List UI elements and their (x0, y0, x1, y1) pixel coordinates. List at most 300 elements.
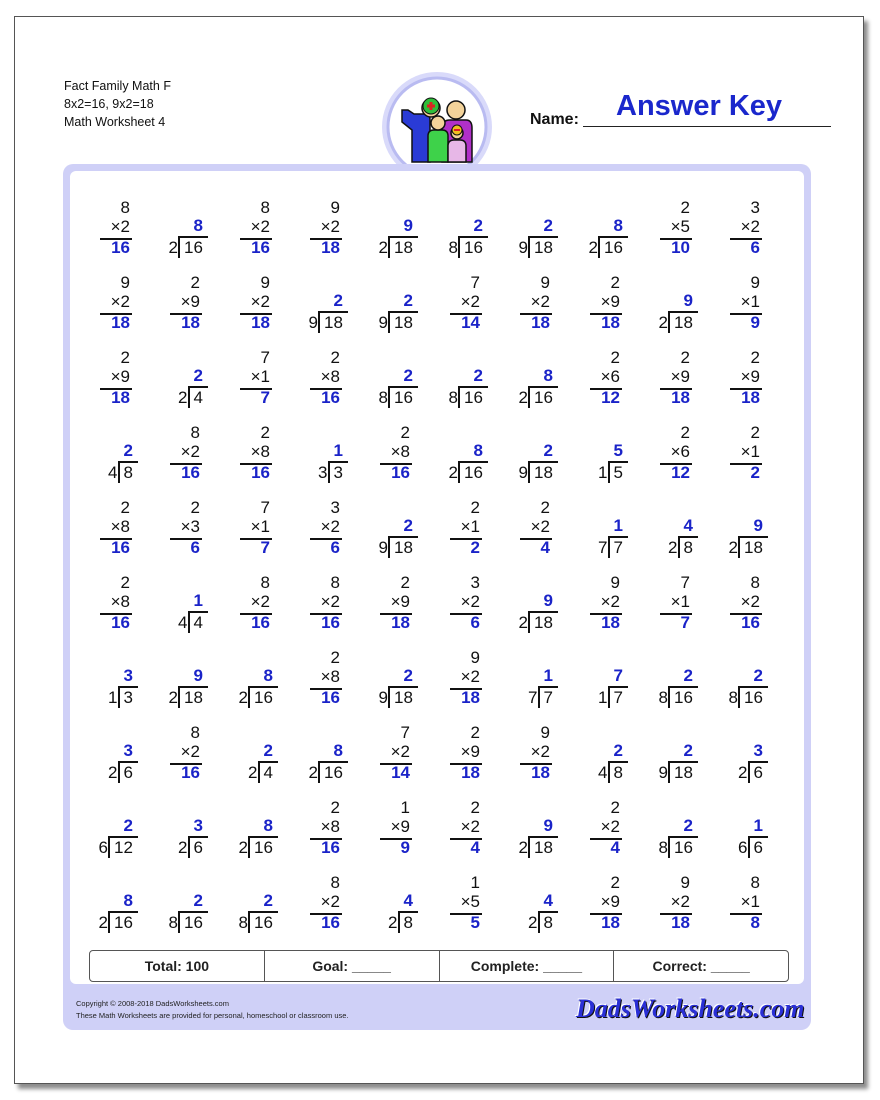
product-answer: 6 (190, 538, 200, 557)
quotient-answer: 2 (473, 366, 483, 385)
factor-top: 2 (680, 348, 690, 367)
times-sign: × (740, 892, 751, 911)
division-problem (166, 648, 222, 708)
division-bracket (678, 536, 680, 558)
divisor: 8 (238, 913, 248, 932)
product-answer: 16 (321, 688, 340, 707)
factor-top: 1 (400, 798, 410, 817)
factor-bottom-value: 2 (470, 592, 480, 611)
quotient-answer: 8 (543, 366, 553, 385)
divisor: 2 (388, 913, 398, 932)
dividend: 18 (184, 688, 203, 707)
division-bracket (188, 386, 190, 408)
factor-bottom (586, 892, 620, 912)
quotient-answer: 8 (473, 441, 483, 460)
dividend: 16 (674, 838, 693, 857)
times-sign: × (110, 517, 121, 536)
dividend: 16 (114, 913, 133, 932)
quotient-answer: 2 (683, 741, 693, 760)
factor-top: 9 (330, 198, 340, 217)
times-sign: × (180, 517, 191, 536)
product-answer: 18 (601, 613, 620, 632)
division-bracket (608, 761, 610, 783)
divisor: 6 (98, 838, 108, 857)
factor-bottom (446, 817, 480, 837)
dividend: 16 (254, 913, 273, 932)
product-answer: 10 (671, 238, 690, 257)
product-answer: 18 (601, 313, 620, 332)
product-answer: 18 (461, 763, 480, 782)
factor-top: 8 (330, 573, 340, 592)
factor-bottom (236, 442, 270, 462)
factor-top: 3 (330, 498, 340, 517)
division-problem (516, 873, 572, 933)
quotient-answer: 2 (473, 216, 483, 235)
division-bracket (188, 836, 190, 858)
factor-bottom (726, 592, 760, 612)
factor-top: 2 (680, 198, 690, 217)
division-bracket (248, 686, 250, 708)
product-answer: 7 (260, 538, 270, 557)
divisor: 1 (108, 688, 118, 707)
multiplication-problem (96, 498, 152, 558)
factor-top: 7 (470, 273, 480, 292)
multiplication-problem (166, 723, 222, 783)
quotient-answer: 2 (543, 441, 553, 460)
factor-bottom-value: 2 (330, 517, 340, 536)
factor-top: 2 (680, 423, 690, 442)
times-sign: × (740, 217, 751, 236)
times-sign: × (320, 892, 331, 911)
multiplication-problem (166, 498, 222, 558)
times-sign: × (250, 292, 261, 311)
multiplication-problem (306, 573, 362, 633)
factor-bottom-value: 5 (470, 892, 480, 911)
quotient-answer: 2 (613, 741, 623, 760)
division-problem (96, 873, 152, 933)
product-answer: 4 (540, 538, 550, 557)
division-problem (166, 198, 222, 258)
quotient-answer: 9 (193, 666, 203, 685)
factor-bottom (516, 292, 550, 312)
divisor: 2 (168, 688, 178, 707)
factor-bottom (726, 892, 760, 912)
dividend: 16 (534, 388, 553, 407)
division-problem (96, 798, 152, 858)
factor-bottom-value: 1 (750, 892, 760, 911)
quotient-answer: 1 (193, 591, 203, 610)
product-answer: 12 (671, 463, 690, 482)
factor-bottom (236, 367, 270, 387)
factor-bottom (236, 592, 270, 612)
brand-logo: DadsWorksheets.com (576, 994, 805, 1023)
division-problem (586, 648, 642, 708)
factor-bottom-value: 2 (330, 892, 340, 911)
multiplication-problem (96, 348, 152, 408)
factor-top: 8 (260, 198, 270, 217)
factor-bottom-value: 1 (470, 517, 480, 536)
times-sign: × (180, 442, 191, 461)
divisor: 4 (108, 463, 118, 482)
divisor: 8 (658, 688, 668, 707)
factor-bottom-value: 2 (330, 217, 340, 236)
division-problem (656, 648, 712, 708)
quotient-answer: 2 (193, 891, 203, 910)
factor-top: 2 (120, 348, 130, 367)
division-bracket (528, 461, 530, 483)
division-bracket (598, 236, 600, 258)
division-bracket (668, 836, 670, 858)
division-problem (656, 498, 712, 558)
times-sign: × (460, 517, 471, 536)
times-sign: × (390, 592, 401, 611)
product-answer: 18 (251, 313, 270, 332)
factor-top: 2 (610, 273, 620, 292)
product-answer: 18 (461, 688, 480, 707)
times-sign: × (670, 892, 681, 911)
multiplication-problem (96, 273, 152, 333)
quotient-answer: 3 (123, 666, 133, 685)
factor-top: 7 (400, 723, 410, 742)
product-answer: 16 (251, 238, 270, 257)
factor-bottom (446, 892, 480, 912)
quotient-answer: 4 (543, 891, 553, 910)
product-answer: 18 (671, 913, 690, 932)
division-bracket (388, 686, 390, 708)
dividend: 6 (753, 838, 763, 857)
factor-bottom (96, 367, 130, 387)
dividend: 16 (184, 238, 203, 257)
factor-top: 2 (120, 573, 130, 592)
product-answer: 9 (750, 313, 760, 332)
times-sign: × (740, 367, 751, 386)
division-problem (166, 573, 222, 633)
quotient-answer: 2 (333, 291, 343, 310)
factor-bottom-value: 2 (120, 217, 130, 236)
divisor: 8 (658, 838, 668, 857)
multiplication-problem (236, 573, 292, 633)
product-answer: 16 (111, 238, 130, 257)
product-answer: 18 (671, 388, 690, 407)
division-bracket (118, 761, 120, 783)
factor-bottom (306, 592, 340, 612)
multiplication-problem (446, 273, 502, 333)
division-problem (516, 198, 572, 258)
goal-cell[interactable]: Goal: _____ (264, 951, 439, 981)
quotient-answer: 1 (543, 666, 553, 685)
factor-top: 2 (470, 498, 480, 517)
factor-bottom-value: 9 (470, 742, 480, 761)
factor-top: 8 (120, 198, 130, 217)
product-answer: 2 (470, 538, 480, 557)
factor-bottom (376, 442, 410, 462)
dividend: 8 (123, 463, 133, 482)
factor-bottom (306, 517, 340, 537)
factor-top: 7 (260, 498, 270, 517)
factor-bottom (376, 592, 410, 612)
product-answer: 16 (181, 763, 200, 782)
factor-bottom (726, 367, 760, 387)
division-problem (376, 348, 432, 408)
times-sign: × (390, 817, 401, 836)
dividend: 16 (744, 688, 763, 707)
factor-bottom-value: 9 (190, 292, 200, 311)
worksheet-header (64, 77, 171, 131)
quotient-answer: 2 (193, 366, 203, 385)
divisor: 2 (658, 313, 668, 332)
multiplication-problem (96, 573, 152, 633)
factor-bottom-value: 2 (470, 817, 480, 836)
factor-bottom-value: 2 (470, 292, 480, 311)
divisor: 2 (168, 238, 178, 257)
division-bracket (608, 686, 610, 708)
multiplication-problem (306, 873, 362, 933)
product-answer: 18 (181, 313, 200, 332)
division-problem (446, 198, 502, 258)
divisor: 2 (378, 238, 388, 257)
division-bracket (388, 311, 390, 333)
times-sign: × (460, 742, 471, 761)
times-sign: × (320, 592, 331, 611)
division-problem (166, 348, 222, 408)
factor-bottom (516, 517, 550, 537)
product-answer: 16 (321, 388, 340, 407)
division-problem (306, 423, 362, 483)
quotient-answer: 8 (123, 891, 133, 910)
division-problem (446, 423, 502, 483)
division-bracket (538, 911, 540, 933)
factor-bottom-value: 9 (610, 292, 620, 311)
factor-bottom (376, 817, 410, 837)
multiplication-problem (726, 873, 782, 933)
factor-bottom-value: 8 (330, 667, 340, 686)
dividend: 16 (464, 463, 483, 482)
divisor: 3 (318, 463, 328, 482)
factor-bottom-value: 8 (120, 517, 130, 536)
division-problem (376, 648, 432, 708)
product-answer: 8 (750, 913, 760, 932)
product-answer: 14 (461, 313, 480, 332)
divisor: 8 (168, 913, 178, 932)
factor-top: 2 (330, 798, 340, 817)
quotient-answer: 2 (683, 666, 693, 685)
division-bracket (738, 536, 740, 558)
dividend: 8 (683, 538, 693, 557)
factor-top: 2 (330, 348, 340, 367)
complete-cell[interactable]: Complete: _____ (439, 951, 614, 981)
division-bracket (538, 686, 540, 708)
factor-bottom (446, 517, 480, 537)
dividend: 18 (394, 313, 413, 332)
factor-bottom-value: 8 (330, 817, 340, 836)
times-sign: × (740, 592, 751, 611)
dividend: 3 (123, 688, 133, 707)
quotient-answer: 2 (263, 741, 273, 760)
dividend: 8 (613, 763, 623, 782)
factor-bottom-value: 2 (190, 442, 200, 461)
times-sign: × (110, 217, 121, 236)
quotient-answer: 1 (753, 816, 763, 835)
division-problem (726, 648, 782, 708)
factor-bottom (376, 742, 410, 762)
division-problem (376, 873, 432, 933)
times-sign: × (530, 517, 541, 536)
multiplication-problem (516, 273, 572, 333)
divisor: 9 (518, 463, 528, 482)
quotient-answer: 9 (543, 816, 553, 835)
multiplication-problem (166, 423, 222, 483)
factor-bottom (656, 592, 690, 612)
dividend: 18 (534, 463, 553, 482)
factor-top: 3 (750, 198, 760, 217)
product-answer: 16 (741, 613, 760, 632)
division-bracket (668, 761, 670, 783)
divisor: 2 (728, 538, 738, 557)
dividend: 6 (123, 763, 133, 782)
division-bracket (748, 836, 750, 858)
division-bracket (608, 536, 610, 558)
product-answer: 14 (391, 763, 410, 782)
factor-bottom-value: 8 (120, 592, 130, 611)
quotient-answer: 2 (753, 666, 763, 685)
quotient-answer: 4 (403, 891, 413, 910)
division-bracket (328, 461, 330, 483)
factor-bottom-value: 9 (610, 892, 620, 911)
factor-bottom (306, 817, 340, 837)
factor-bottom (236, 292, 270, 312)
quotient-answer: 9 (403, 216, 413, 235)
factor-bottom-value: 2 (400, 742, 410, 761)
factor-bottom-value: 1 (260, 517, 270, 536)
division-bracket (458, 386, 460, 408)
division-problem (446, 348, 502, 408)
dividend: 6 (193, 838, 203, 857)
dividend: 18 (674, 763, 693, 782)
factor-top: 8 (190, 423, 200, 442)
factor-bottom-value: 9 (680, 367, 690, 386)
worksheet-number: Math Worksheet 4 (64, 115, 166, 129)
dividend: 8 (403, 913, 413, 932)
division-problem (586, 498, 642, 558)
factor-bottom-value: 2 (610, 592, 620, 611)
division-problem (656, 273, 712, 333)
dividend: 18 (394, 238, 413, 257)
multiplication-problem (446, 798, 502, 858)
dividend: 12 (114, 838, 133, 857)
product-answer: 18 (111, 388, 130, 407)
divisor: 2 (738, 763, 748, 782)
multiplication-problem (306, 198, 362, 258)
product-answer: 18 (531, 763, 550, 782)
factor-top: 9 (260, 273, 270, 292)
factor-bottom (446, 742, 480, 762)
multiplication-problem (236, 423, 292, 483)
division-bracket (108, 836, 110, 858)
factor-bottom-value: 6 (680, 442, 690, 461)
dividend: 16 (464, 388, 483, 407)
factor-bottom-value: 9 (750, 367, 760, 386)
factor-top: 8 (260, 573, 270, 592)
times-sign: × (600, 592, 611, 611)
quotient-answer: 9 (543, 591, 553, 610)
times-sign: × (460, 892, 471, 911)
name-field-line[interactable] (583, 126, 831, 127)
quotient-answer: 2 (403, 666, 413, 685)
division-bracket (528, 836, 530, 858)
multiplication-problem (656, 573, 712, 633)
product-answer: 16 (321, 913, 340, 932)
multiplication-problem (516, 498, 572, 558)
times-sign: × (390, 742, 401, 761)
factor-bottom (656, 367, 690, 387)
dividend: 4 (263, 763, 273, 782)
factor-bottom (726, 292, 760, 312)
times-sign: × (670, 442, 681, 461)
division-problem (306, 273, 362, 333)
multiplication-problem (376, 723, 432, 783)
factor-bottom (306, 892, 340, 912)
division-problem (516, 423, 572, 483)
worksheet-subtitle: 8x2=16, 9x2=18 (64, 97, 154, 111)
division-bracket (458, 461, 460, 483)
factor-bottom-value: 2 (330, 592, 340, 611)
product-answer: 16 (251, 613, 270, 632)
product-answer: 16 (321, 838, 340, 857)
multiplication-problem (96, 198, 152, 258)
multiplication-problem (726, 348, 782, 408)
multiplication-problem (376, 798, 432, 858)
multiplication-problem (446, 498, 502, 558)
division-problem (586, 423, 642, 483)
multiplication-problem (586, 873, 642, 933)
dividend: 18 (324, 313, 343, 332)
quotient-answer: 8 (263, 816, 273, 835)
factor-bottom-value: 2 (750, 217, 760, 236)
factor-bottom (306, 367, 340, 387)
dividend: 4 (193, 613, 203, 632)
factor-bottom (96, 217, 130, 237)
factor-bottom (166, 442, 200, 462)
factor-bottom-value: 8 (330, 367, 340, 386)
times-sign: × (460, 592, 471, 611)
product-answer: 7 (260, 388, 270, 407)
divisor: 2 (98, 913, 108, 932)
product-answer: 16 (111, 613, 130, 632)
divisor: 6 (738, 838, 748, 857)
factor-bottom (236, 517, 270, 537)
factor-bottom-value: 2 (260, 592, 270, 611)
factor-bottom-value: 2 (610, 817, 620, 836)
product-answer: 16 (321, 613, 340, 632)
correct-cell[interactable]: Correct: _____ (613, 951, 788, 981)
factor-bottom-value: 9 (120, 367, 130, 386)
score-box (89, 950, 789, 982)
factor-top: 8 (750, 873, 760, 892)
factor-top: 2 (190, 498, 200, 517)
multiplication-problem (656, 423, 712, 483)
multiplication-problem (726, 423, 782, 483)
product-answer: 18 (531, 313, 550, 332)
factor-top: 9 (750, 273, 760, 292)
division-problem (586, 198, 642, 258)
division-problem (516, 648, 572, 708)
times-sign: × (320, 517, 331, 536)
times-sign: × (250, 217, 261, 236)
multiplication-problem (656, 873, 712, 933)
division-problem (236, 873, 292, 933)
division-bracket (398, 911, 400, 933)
times-sign: × (740, 292, 751, 311)
